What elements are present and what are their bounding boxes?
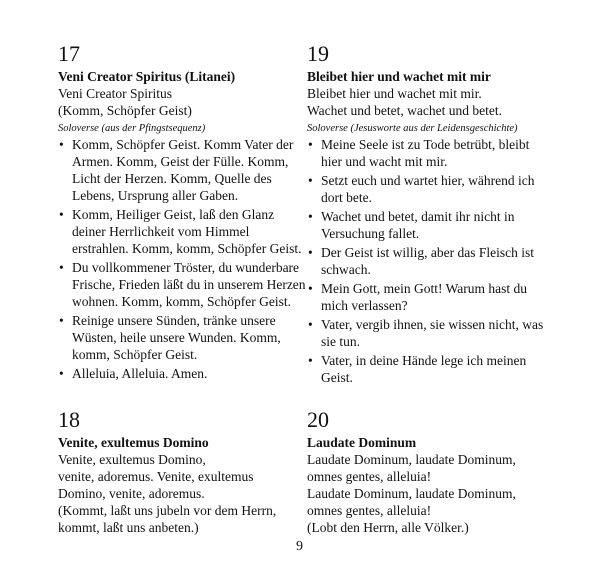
text-line: Bleibet hier und wachet mit mir. (307, 86, 482, 101)
text-line: omnes gentes, alleluia! (307, 503, 432, 518)
verse-item: • Wachet und betet, damit ihr nicht in Versuchung fallet. (307, 208, 547, 242)
page-number: 9 (296, 539, 303, 554)
section-title: Veni Creator Spiritus (Litanei) (58, 69, 236, 84)
verse-item: • Reinige unsere Sünden, tränke unsere Wüsten, heile unsere Wunden. Komm, komm, Schöpfer Geist. (58, 312, 308, 363)
section-number: 19 (307, 41, 329, 66)
section-18 (58, 408, 308, 536)
text-line: omnes gentes, alleluia! (307, 469, 432, 484)
verse-item: • Mein Gott, mein Gott! Warum hast du mich verlassen? (307, 280, 547, 314)
verse-item: • Meine Seele ist zu Tode betrübt, bleibt hier und wacht mit mir. (307, 136, 547, 170)
section-19 (307, 42, 547, 388)
section-number: 17 (58, 41, 80, 66)
section-17 (58, 42, 308, 384)
text-line: Laudate Dominum, laudate Dominum, (307, 452, 516, 467)
verse-item: • Alleluia, Alleluia. Amen. (58, 365, 308, 382)
section-title: Bleibet hier und wachet mit mir (307, 69, 491, 84)
verse-item: • Setzt euch und wartet hier, während ich dort bete. (307, 172, 547, 206)
text-line: Wachet und betet, wachet und betet. (307, 103, 502, 118)
text-line: Veni Creator Spiritus (58, 86, 172, 101)
text-line: Laudate Dominum, laudate Dominum, (307, 486, 516, 501)
verse-item: • Der Geist ist willig, aber das Fleisch ist schwach. (307, 244, 547, 278)
verse-item: • Du vollkommener Tröster, du wunderbare Frische, Frieden läßt du in unserem Herzen wohnen. Komm, komm, Schöpfer Geist. (58, 259, 308, 310)
verse-item: • Komm, Schöpfer Geist. Komm Vater der Armen. Komm, Geist der Fülle. Komm, Licht der Herzen. Komm, Quelle des Lebens, Ursprung aller Gaben. (58, 136, 308, 204)
verse-list (307, 136, 547, 386)
section-title: Venite, exultemus Domino (58, 435, 209, 450)
text-line: kommt, laßt uns anbeten.) (58, 520, 199, 535)
section-number: 20 (307, 407, 329, 432)
verse-item: • Vater, in deine Hände lege ich meinen Geist. (307, 352, 547, 386)
verse-item: • Komm, Heiliger Geist, laß den Glanz deiner Herrlichkeit vom Himmel erstrahlen. Komm, komm, Schöpfer Geist. (58, 206, 308, 257)
text-line: Venite, exultemus Domino, (58, 452, 206, 467)
text-line: (Komm, Schöpfer Geist) (58, 103, 192, 118)
verse-list (58, 136, 308, 382)
verse-item: • Vater, vergib ihnen, sie wissen nicht, was sie tun. (307, 316, 547, 350)
section-subtitle: Soloverse (Jesusworte aus der Leidensgeschichte) (307, 123, 518, 134)
text-line: (Kommt, laßt uns jubeln vor dem Herrn, (58, 503, 277, 518)
section-20 (307, 408, 547, 536)
text-line: (Lobt den Herrn, alle Völker.) (307, 520, 469, 535)
section-number: 18 (58, 407, 80, 432)
text-line: Domino, venite, adoremus. (58, 486, 205, 501)
section-subtitle: Soloverse (aus der Pfingstsequenz) (58, 123, 206, 134)
text-line: venite, adoremus. Venite, exultemus (58, 469, 254, 484)
section-title: Laudate Dominum (307, 435, 417, 450)
